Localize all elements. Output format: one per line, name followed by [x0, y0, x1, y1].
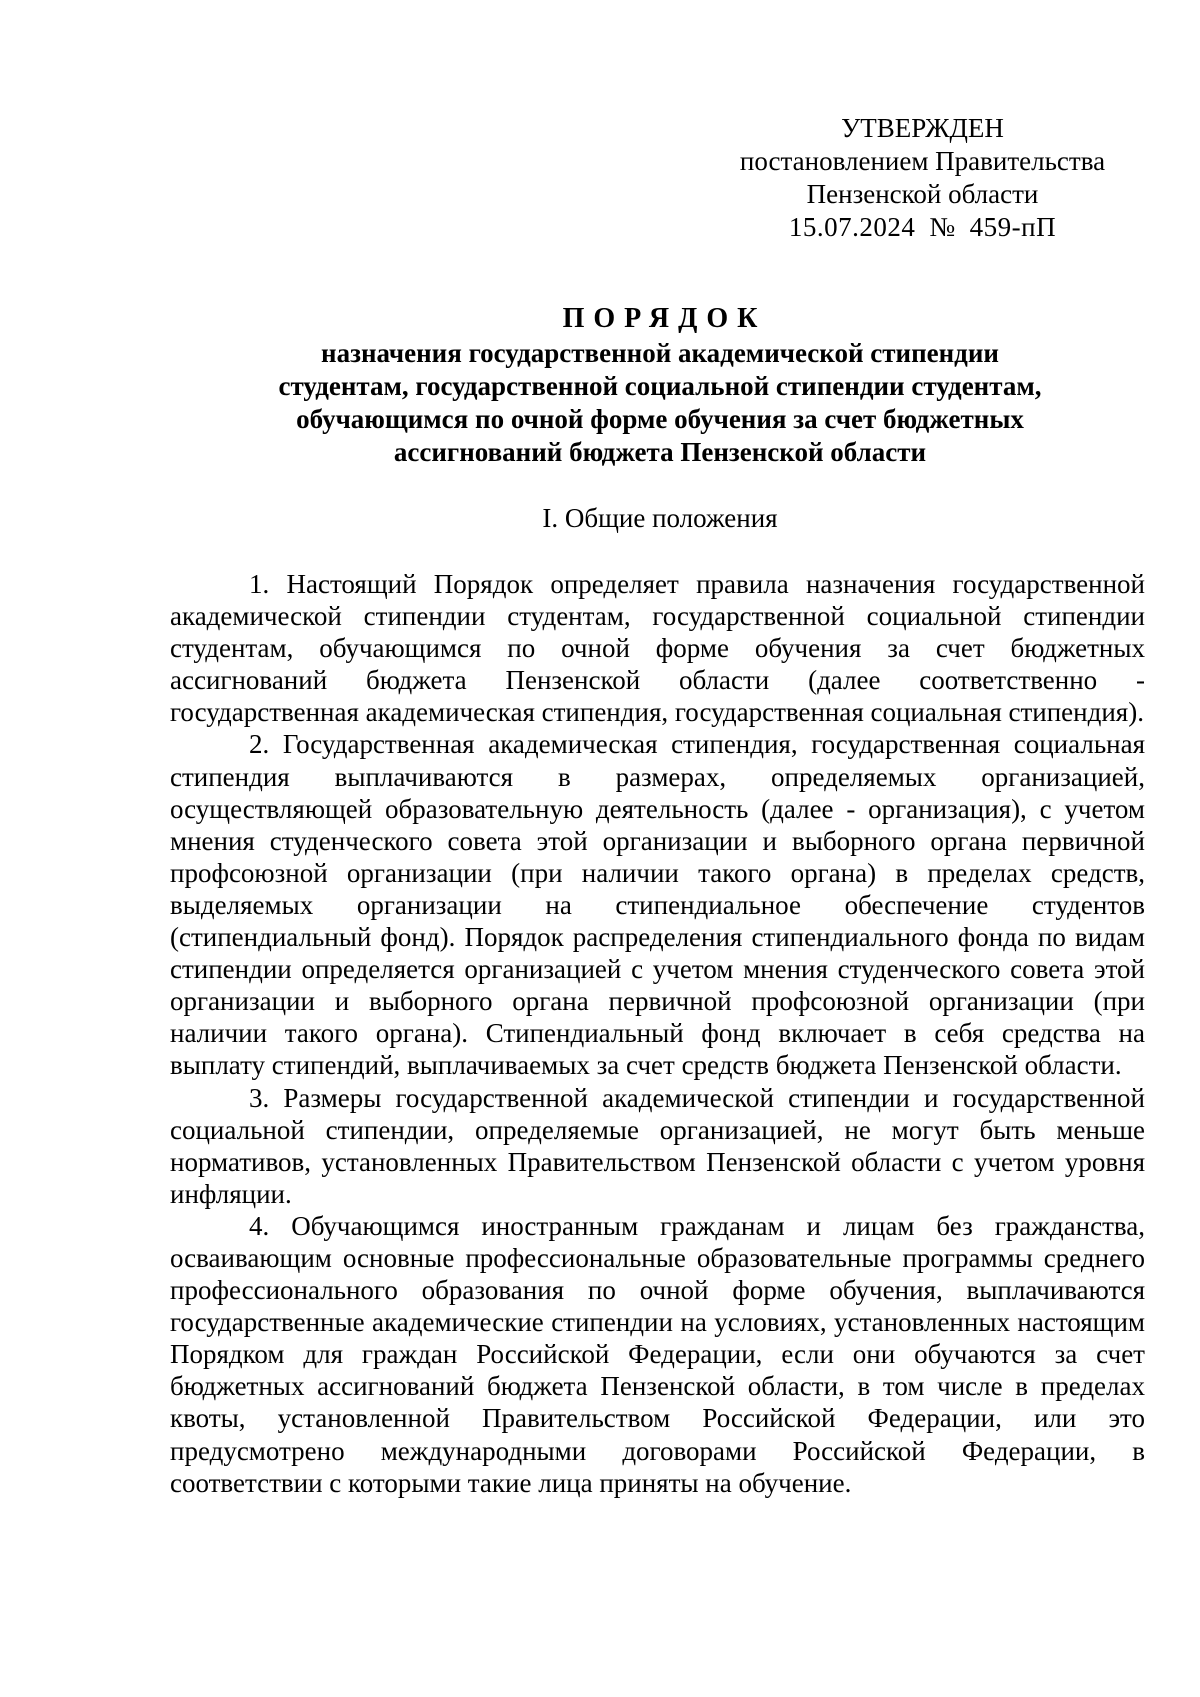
document-heading — [160, 302, 1160, 469]
paragraph: 1. Настоящий Порядок определяет правила назначения государственной академической стипендии студентам, государственной социальной стипендии студентам, обучающимся по очной форме обучения за счет бюджетных ассигнований бюджета Пензенской области (далее соответственно - государственная академическая стипендия, государственная социальная стипендия). — [170, 569, 1145, 728]
approval-authority: постановлением Правительства — [739, 146, 1106, 176]
document-subject-line: ассигнований бюджета Пензенской области — [393, 437, 927, 467]
paragraph: 3. Размеры государственной академической стипендии и государственной социальной стипендии, определяемые организацией, не могут быть меньше нормативов, установленных Правительством Пензенской области с учетом уровня инфляции. — [170, 1082, 1145, 1209]
document-body — [170, 568, 1145, 1499]
paragraph: 4. Обучающимся иностранным гражданам и лицам без гражданства, осваивающим основные профессиональные образовательные программы среднего профессионального образования по очной форме обучения, выплачиваются государственные академические стипендии на условиях, установленных настоящим Порядком для граждан Российской Федерации, если они обучаются за счет бюджетных ассигнований бюджета Пензенской области, в том числе в пределах квоты, установленной Правительством Российской Федерации, или это предусмотрено международными договорами Российской Федерации, в соответствии с которыми такие лица приняты на обучение. — [170, 1210, 1145, 1498]
document-kind: ПОРЯДОК — [562, 303, 767, 334]
approval-stamp — [735, 112, 1110, 244]
document-subject-line: студентам, государственной социальной стипендии студентам, — [278, 371, 1042, 401]
document-subject — [160, 337, 1160, 469]
approval-number-sign: № — [929, 212, 956, 242]
approval-number: 459-пП — [969, 212, 1057, 242]
approval-status: УТВЕРЖДЕН — [841, 113, 1004, 143]
document-subject-line: обучающимся по очной форме обучения за счет бюджетных — [296, 404, 1024, 434]
section-title: I. Общие положения — [542, 503, 778, 533]
document-subject-line: назначения государственной академической стипендии — [321, 338, 999, 368]
approval-region: Пензенской области — [806, 179, 1039, 209]
approval-date-number — [735, 211, 1110, 244]
approval-date: 15.07.2024 — [788, 212, 916, 242]
paragraph: 2. Государственная академическая стипендия, государственная социальная стипендия выплачиваются в размерах, определяемых организацией, осуществляющей образовательную деятельность (далее - организация), с учетом мнения студенческого совета этой организации и выборного органа первичной профсоюзной организации (при наличии такого органа) в пределах средств, выделяемых организации на стипендиальное обеспечение студентов (стипендиальный фонд). Порядок распределения стипендиального фонда по видам стипендии определяется организацией с учетом мнения студенческого совета этой организации и выборного органа первичной профсоюзной организации (при наличии такого органа). Стипендиальный фонд включает в себя средства на выплату стипендий, выплачиваемых за счет средств бюджета Пензенской области. — [170, 729, 1145, 1081]
